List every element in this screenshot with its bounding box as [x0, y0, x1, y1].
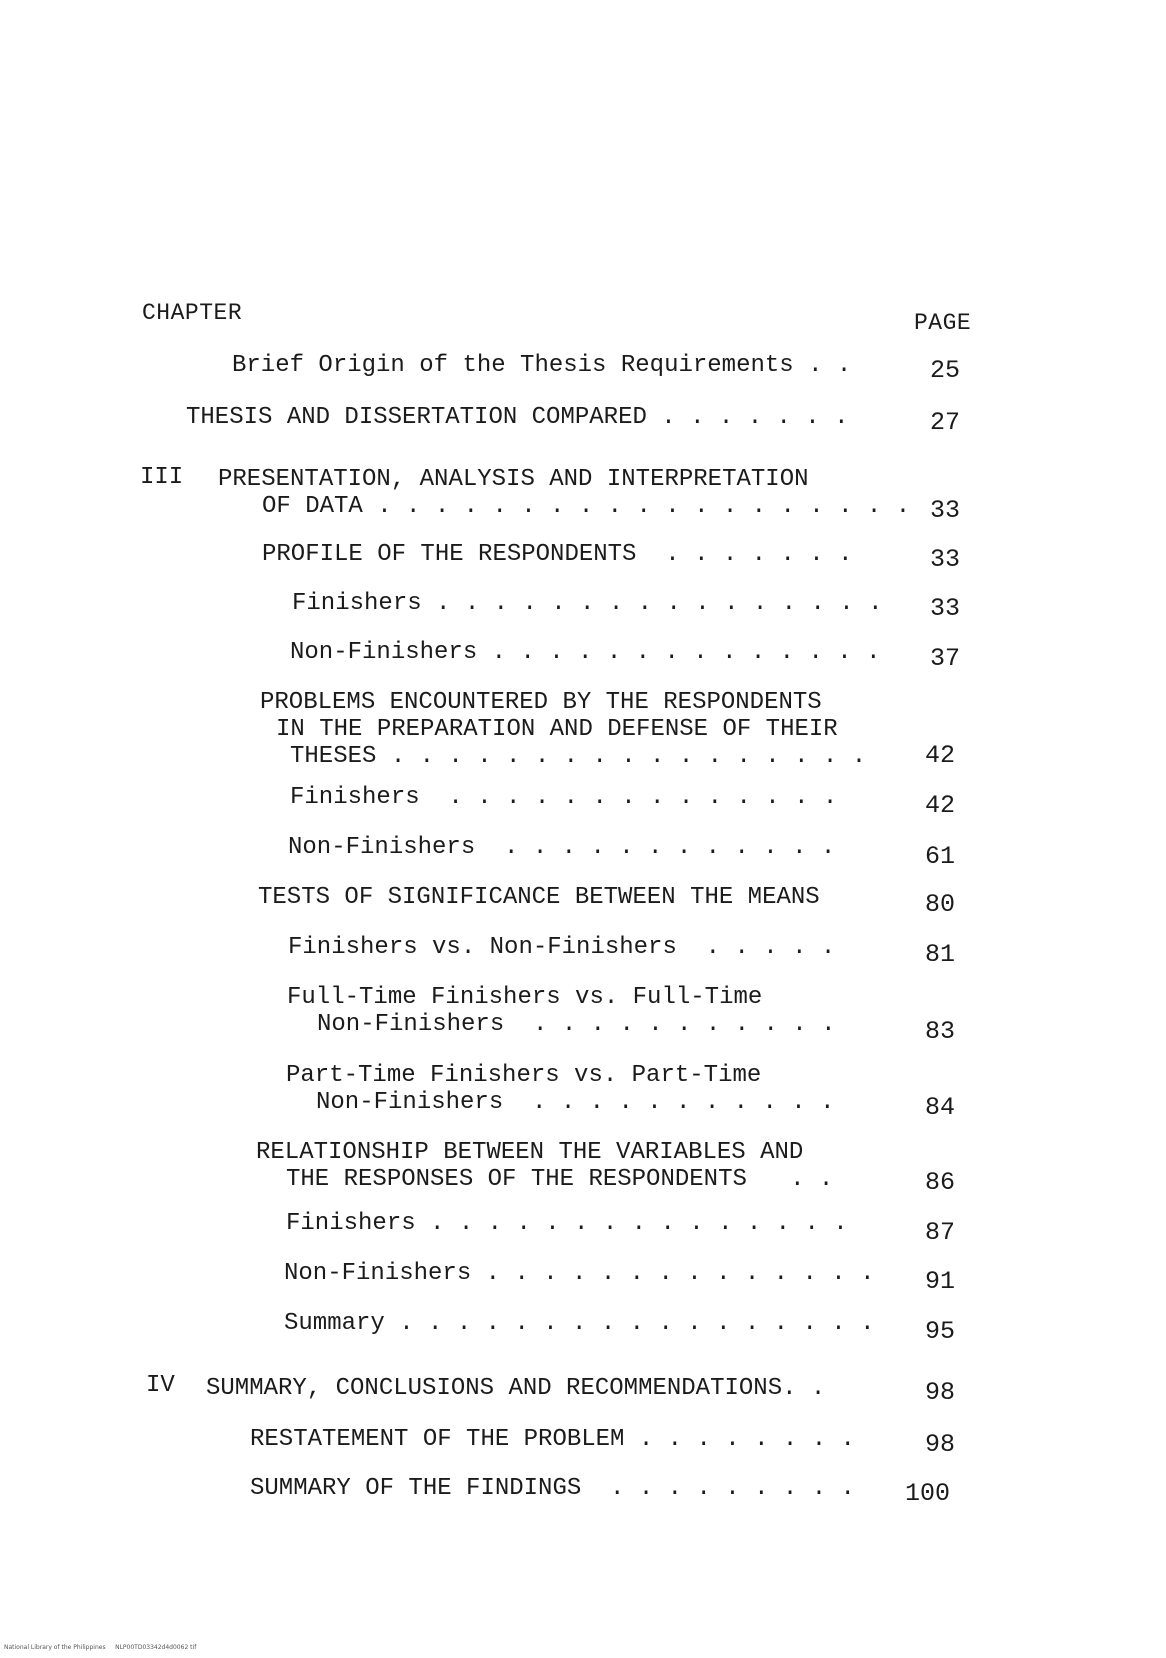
entry-page-number: 27: [929, 408, 960, 437]
entry-text: SUMMARY, CONCLUSIONS AND RECOMMENDATIONS. .: [206, 1375, 826, 1402]
toc-entry-finishers-vs-non: [288, 934, 835, 961]
entry-text: Non-Finishers . . . . . . . . . . .: [317, 1011, 836, 1038]
toc-entry-part-time: [286, 1062, 834, 1116]
entry-page-number: 98: [924, 1430, 955, 1459]
entry-text: IN THE PREPARATION AND DEFENSE OF THEIR: [276, 716, 838, 743]
toc-entry-finishers-1: [292, 590, 883, 617]
entry-text: TESTS OF SIGNIFICANCE BETWEEN THE MEANS: [258, 884, 820, 911]
entry-page-number: 84: [924, 1093, 955, 1122]
scan-footer-caption: National Library of the Philippines NLP00TD03342d4d0062 tif: [4, 1644, 197, 1651]
entry-page-number: 100: [904, 1479, 950, 1508]
toc-entry-finishers-2: [290, 784, 837, 811]
entry-text: THE RESPONSES OF THE RESPONDENTS . .: [286, 1166, 834, 1193]
entry-text: Non-Finishers . . . . . . . . . . . . . .: [290, 639, 881, 666]
entry-text: PROBLEMS ENCOUNTERED BY THE RESPONDENTS: [260, 689, 822, 716]
entry-page-number: 33: [929, 594, 960, 623]
entry-page-number: 25: [929, 356, 960, 385]
toc-entry-non-finishers-2: [288, 834, 835, 861]
toc-entry-chapter-iii: [218, 466, 910, 520]
entry-text: Non-Finishers . . . . . . . . . . . .: [288, 834, 836, 861]
entry-page-number: 87: [924, 1218, 955, 1247]
toc-entry-brief-origin: [232, 352, 851, 379]
entry-page-number: 42: [924, 741, 955, 770]
entry-page-number: 95: [924, 1317, 955, 1346]
toc-entry-non-finishers-3: [284, 1260, 875, 1287]
entry-text: Finishers . . . . . . . . . . . . . . . .: [292, 590, 883, 617]
entry-text: Finishers . . . . . . . . . . . . . .: [290, 784, 838, 811]
toc-entry-finishers-3: [286, 1210, 848, 1237]
toc-entry-tests: [258, 884, 820, 911]
entry-text: Brief Origin of the Thesis Requirements . .: [232, 352, 852, 379]
entry-page-number: 83: [924, 1017, 955, 1046]
entry-text: Part-Time Finishers vs. Part-Time: [286, 1062, 762, 1089]
entry-text: SUMMARY OF THE FINDINGS . . . . . . . . .: [250, 1475, 855, 1502]
entry-text: RELATIONSHIP BETWEEN THE VARIABLES AND: [256, 1139, 804, 1166]
chapter-number-iv: IV: [146, 1372, 175, 1399]
entry-text: THESIS AND DISSERTATION COMPARED . . . . . . .: [186, 404, 849, 431]
entry-text: Non-Finishers . . . . . . . . . . . . . .: [284, 1260, 875, 1287]
entry-page-number: 33: [929, 545, 960, 574]
entry-page-number: 42: [924, 791, 955, 820]
entry-page-number: 98: [924, 1378, 955, 1407]
entry-page-number: 91: [924, 1267, 955, 1296]
entry-text: RESTATEMENT OF THE PROBLEM . . . . . . . .: [250, 1426, 855, 1453]
entry-page-number: 80: [924, 890, 955, 919]
toc-entry-summary-findings: [250, 1475, 855, 1502]
toc-entry-full-time: [287, 984, 835, 1038]
toc-entry-summary: [284, 1310, 875, 1337]
entry-page-number: 86: [924, 1168, 955, 1197]
page-column-header: PAGE: [914, 310, 972, 336]
toc-entry-profile: [262, 541, 853, 568]
entry-text: Non-Finishers . . . . . . . . . . .: [316, 1089, 835, 1116]
entry-page-number: 33: [929, 496, 960, 525]
entry-text: PROFILE OF THE RESPONDENTS . . . . . . .: [262, 541, 853, 568]
toc-entry-relationship: [256, 1139, 833, 1193]
toc-entry-thesis-dissertation: [186, 404, 849, 431]
toc-entry-non-finishers-1: [290, 639, 881, 666]
entry-text: OF DATA . . . . . . . . . . . . . . . . . . .: [262, 493, 911, 520]
toc-entry-problems: [260, 689, 866, 770]
entry-text: Finishers . . . . . . . . . . . . . . .: [286, 1210, 848, 1237]
entry-page-number: 81: [924, 940, 955, 969]
chapter-number-iii: III: [140, 464, 184, 491]
entry-text: Summary . . . . . . . . . . . . . . . . .: [284, 1310, 875, 1337]
entry-page-number: 37: [929, 644, 960, 673]
entry-page-number: 61: [924, 842, 955, 871]
entry-text: THESES . . . . . . . . . . . . . . . . .: [290, 743, 867, 770]
entry-text: Full-Time Finishers vs. Full-Time: [287, 984, 763, 1011]
chapter-column-header: CHAPTER: [142, 300, 243, 326]
toc-entry-chapter-iv: [206, 1375, 825, 1402]
entry-text: PRESENTATION, ANALYSIS AND INTERPRETATION: [218, 466, 809, 493]
entry-text: Finishers vs. Non-Finishers . . . . .: [288, 934, 836, 961]
toc-entry-restatement: [250, 1426, 855, 1453]
